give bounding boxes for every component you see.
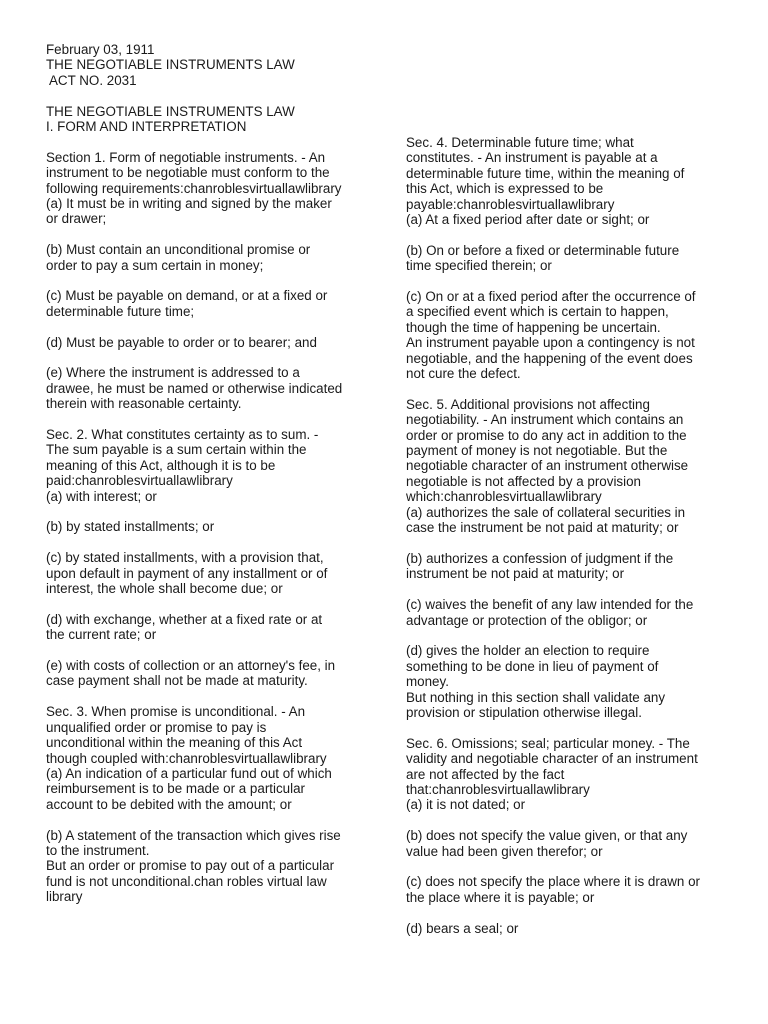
text-line: (c) waives the benefit of any law intended for the [406, 597, 694, 613]
text-line: money. [406, 674, 449, 690]
paragraph-gap [46, 273, 372, 288]
paragraph-gap [46, 134, 372, 149]
text-line: (b) On or before a fixed or determinable future [406, 242, 680, 258]
text-line: therein with reasonable certainty. [46, 396, 242, 412]
left-column [46, 42, 372, 905]
paragraph-gap [46, 643, 372, 658]
paragraph-gap [406, 813, 736, 828]
text-line: (b) A statement of the transaction which gives rise [46, 827, 341, 843]
paragraph-gap [406, 274, 736, 289]
right-column [406, 135, 736, 936]
text-line: (b) by stated installments; or [46, 519, 215, 535]
text-line: library [46, 889, 83, 905]
text-line: case payment shall not be made at maturity. [46, 673, 308, 689]
text-line: upon default in payment of any installment or of [46, 565, 328, 581]
text-line: time specified therein; or [406, 258, 552, 274]
text-line: (a) At a fixed period after date or sight; or [406, 212, 650, 228]
text-line: unconditional within the meaning of this Act [46, 735, 303, 751]
text-line: value had been given therefor; or [406, 843, 603, 859]
text-line: (e) with costs of collection or an attorney's fee, in [46, 658, 336, 674]
text-line: validity and negotiable character of an instrument [406, 751, 698, 767]
paragraph-gap [406, 720, 736, 735]
text-line: account to be debited with the amount; or [46, 796, 292, 812]
text-line: instrument be not paid at maturity; or [406, 566, 625, 582]
paragraph-gap [406, 628, 736, 643]
text-line: to the instrument. [46, 842, 150, 858]
text-line: interest, the whole shall become due; or [46, 581, 283, 597]
text-line: (a) It must be in writing and signed by the maker [46, 196, 332, 212]
text-line: (c) does not specify the place where it is drawn or [406, 874, 700, 890]
paragraph-gap [46, 227, 372, 242]
text-line: drawee, he must be named or otherwise indicated [46, 380, 343, 396]
text-line: order or promise to do any act in addition to the [406, 427, 687, 443]
text-line: February 03, 1911 [46, 42, 155, 57]
text-line: (c) On or at a fixed period after the occurrence of [406, 289, 696, 305]
text-line: case the instrument be not paid at maturity; or [406, 520, 679, 536]
text-line: this Act, which is expressed to be [406, 181, 604, 197]
paragraph-gap [46, 319, 372, 334]
text-line: But nothing in this section shall validate any [406, 689, 666, 705]
text-line: something to be done in lieu of payment of [406, 658, 659, 674]
text-line: The sum payable is a sum certain within the [46, 442, 307, 458]
text-line: paid:chanroblesvirtuallawlibrary [46, 473, 233, 489]
paragraph-gap [406, 536, 736, 551]
text-line: constitutes. - An instrument is payable at a [406, 150, 658, 166]
text-line: determinable future time, within the meaning of [406, 165, 685, 181]
paragraph-gap [406, 859, 736, 874]
paragraph-gap [406, 227, 736, 242]
text-line: (d) with exchange, whether at a fixed rate or at [46, 611, 323, 627]
text-line: I. FORM AND INTERPRETATION [46, 119, 247, 135]
paragraph-gap [46, 504, 372, 519]
text-line: negotiable character of an instrument otherwise [406, 458, 689, 474]
text-line: not cure the defect. [406, 366, 521, 382]
text-line: payable:chanroblesvirtuallawlibrary [406, 196, 615, 212]
text-line: Sec. 4. Determinable future time; what [406, 135, 634, 150]
text-line: (a) it is not dated; or [406, 797, 526, 813]
text-line: An instrument payable upon a contingency is not [406, 335, 695, 351]
text-line: (e) Where the instrument is addressed to a [46, 365, 300, 381]
text-line: (c) by stated installments, with a provision that, [46, 550, 324, 566]
text-line: (b) authorizes a confession of judgment if the [406, 550, 674, 566]
text-line: (b) Must contain an unconditional promise or [46, 242, 311, 258]
paragraph-gap [46, 88, 372, 103]
text-line: meaning of this Act, although it is to be [46, 457, 276, 473]
text-line: the current rate; or [46, 627, 157, 643]
text-line: negotiable, and the happening of the event does [406, 350, 693, 366]
text-line: which:chanroblesvirtuallawlibrary [406, 489, 602, 505]
text-line: Sec. 5. Additional provisions not affecting [406, 396, 650, 412]
text-line: (d) Must be payable to order or to bearer; and [46, 334, 317, 350]
text-line: Section 1. Form of negotiable instruments. - An [46, 149, 326, 165]
text-line: unqualified order or promise to pay is [46, 719, 267, 735]
text-line: reimbursement is to be made or a particular [46, 781, 305, 797]
text-line: following requirements:chanroblesvirtuallawlibrary [46, 180, 342, 196]
text-line: are not affected by the fact [406, 766, 565, 782]
text-line: fund is not unconditional.chan robles virtual law [46, 873, 327, 889]
paragraph-gap [46, 535, 372, 550]
text-line: provision or stipulation otherwise illegal. [406, 704, 642, 720]
text-line: (a) authorizes the sale of collateral securities in [406, 504, 686, 520]
text-line: Sec. 2. What constitutes certainty as to sum. - [46, 427, 319, 443]
text-line: (a) with interest; or [46, 488, 157, 504]
paragraph-gap [46, 689, 372, 704]
paragraph-gap [46, 812, 372, 827]
paragraph-gap [46, 596, 372, 611]
text-line: THE NEGOTIABLE INSTRUMENTS LAW [46, 103, 295, 119]
text-line: negotiable is not affected by a provision [406, 473, 641, 489]
text-line: determinable future time; [46, 303, 195, 319]
text-line: ACT NO. 2031 [46, 72, 137, 88]
text-line: that:chanroblesvirtuallawlibrary [406, 781, 590, 797]
paragraph-gap [406, 381, 736, 396]
text-line: advantage or protection of the obligor; or [406, 612, 648, 628]
text-line: negotiability. - An instrument which contains an [406, 412, 684, 428]
text-line: though coupled with:chanroblesvirtuallawlibrary [46, 750, 327, 766]
text-line: THE NEGOTIABLE INSTRUMENTS LAW [46, 57, 295, 73]
text-line: Sec. 6. Omissions; seal; particular money. - The [406, 735, 690, 751]
text-line: But an order or promise to pay out of a particular [46, 858, 335, 874]
paragraph-gap [46, 350, 372, 365]
text-line: Sec. 3. When promise is unconditional. - An [46, 704, 306, 720]
text-line: a specified event which is certain to happen, [406, 304, 669, 320]
text-line: payment of money is not negotiable. But the [406, 443, 668, 459]
text-line: (b) does not specify the value given, or that any [406, 828, 688, 844]
text-line: or drawer; [46, 211, 107, 227]
text-line: (a) An indication of a particular fund out of which [46, 765, 332, 781]
text-line: the place where it is payable; or [406, 889, 595, 905]
text-line: though the time of happening be uncertain. [406, 319, 661, 335]
text-line: order to pay a sum certain in money; [46, 257, 264, 273]
paragraph-gap [406, 582, 736, 597]
text-line: (c) Must be payable on demand, or at a fixed or [46, 288, 328, 304]
paragraph-gap [406, 905, 736, 920]
text-line: instrument to be negotiable must conform to the [46, 165, 330, 181]
text-line: (d) bears a seal; or [406, 920, 519, 936]
paragraph-gap [46, 412, 372, 427]
text-line: (d) gives the holder an election to require [406, 643, 650, 659]
